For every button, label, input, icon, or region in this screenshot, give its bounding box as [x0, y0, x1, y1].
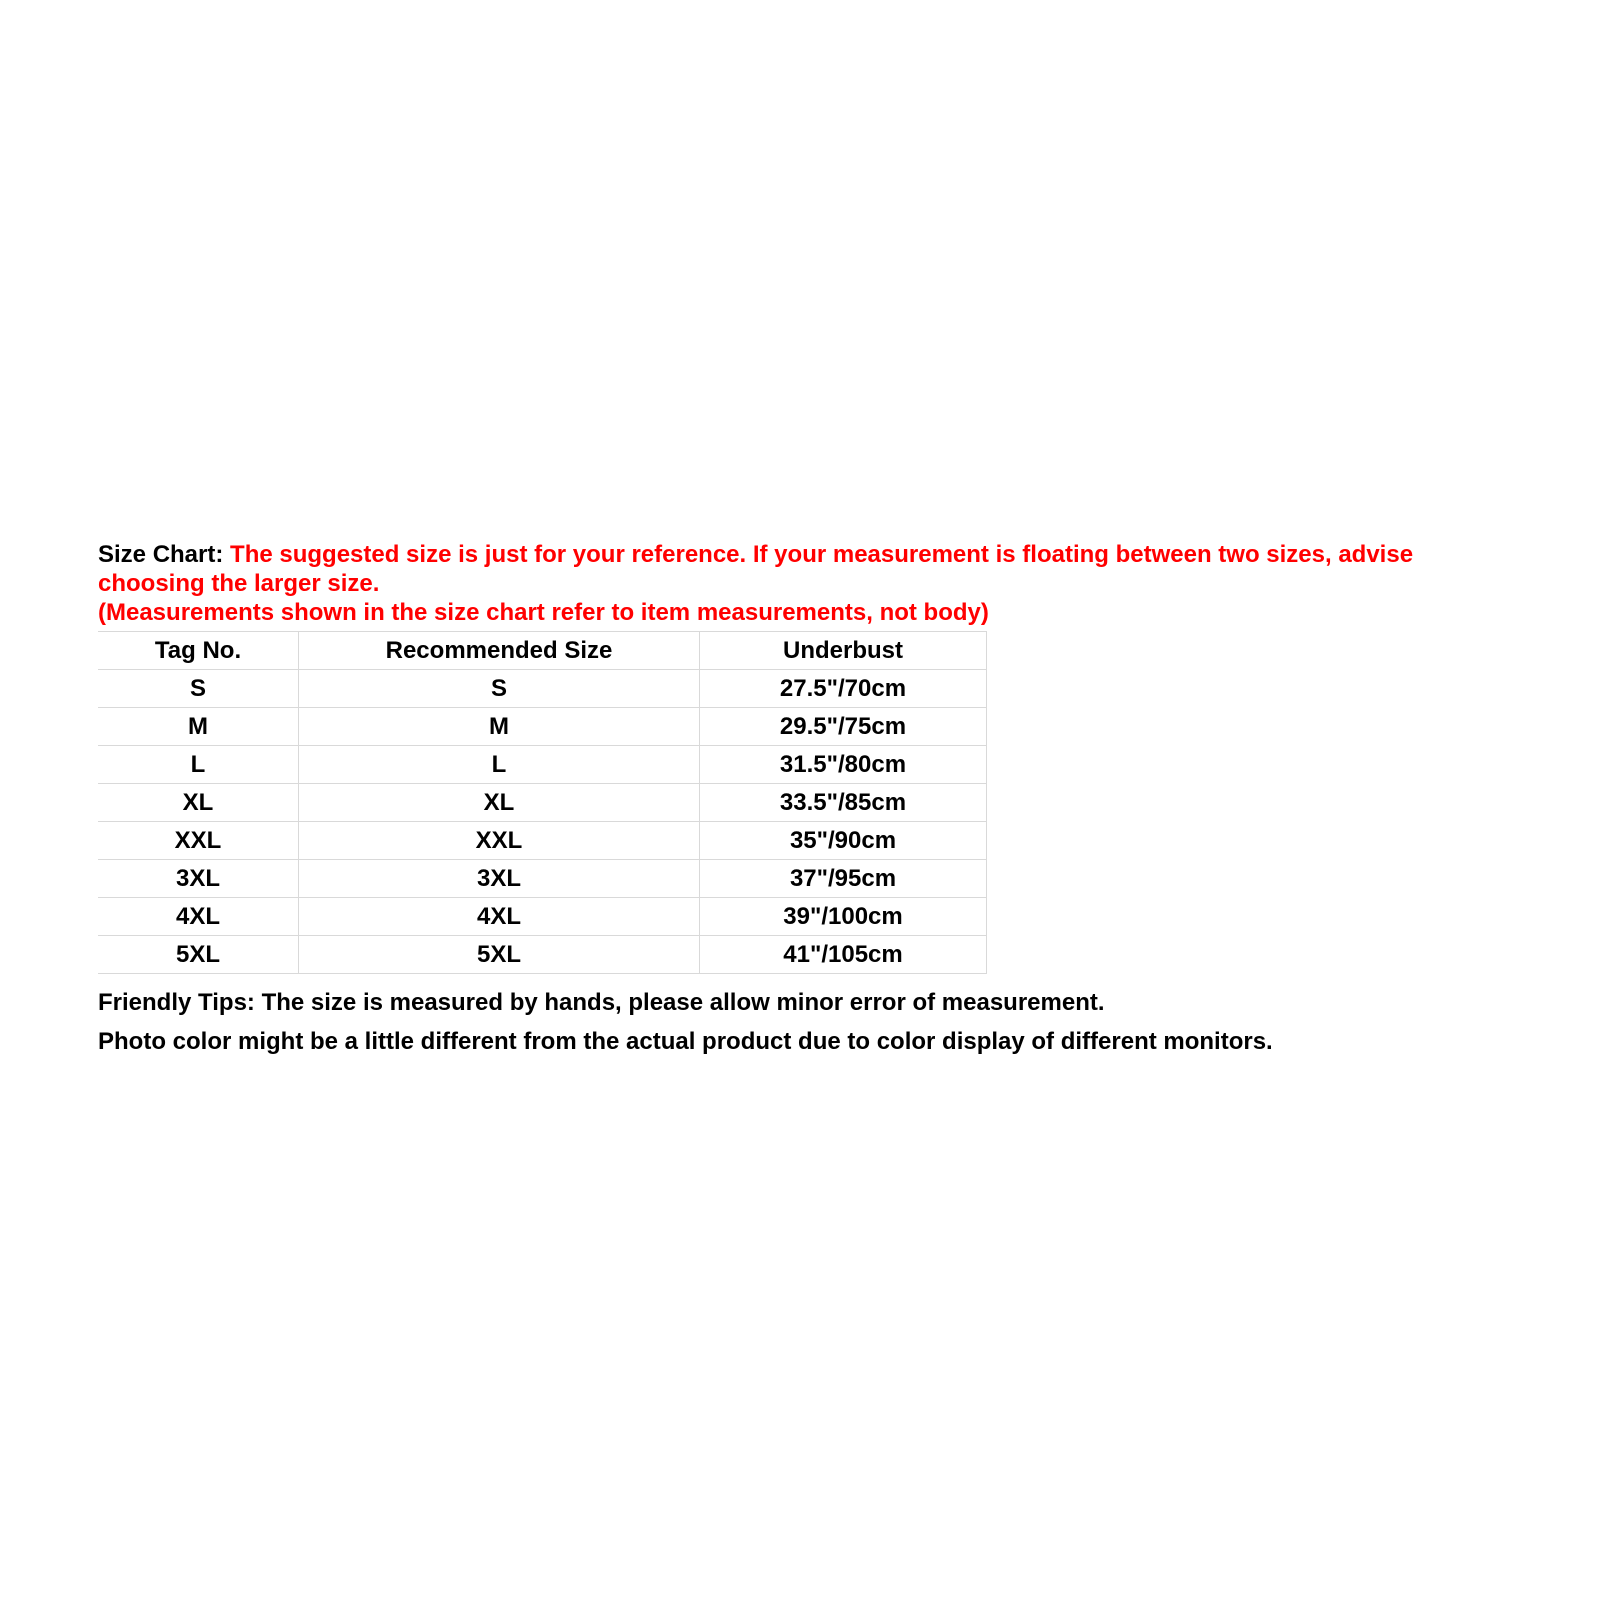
recommended-cell: 4XL [299, 898, 700, 936]
table-row [98, 936, 987, 974]
recommended-cell: XL [299, 784, 700, 822]
recommended-cell: M [299, 708, 700, 746]
underbust-cell: 35"/90cm [700, 822, 987, 860]
underbust-cell: 37"/95cm [700, 860, 987, 898]
underbust-cell: 33.5"/85cm [700, 784, 987, 822]
header-underbust: Underbust [700, 632, 987, 670]
size-advice-note: The suggested size is just for your reference. If your measurement is floating between two sizes, advise choosing the larger size. [98, 541, 1414, 597]
tips-measurement-note: Friendly Tips: The size is measured by hands, please allow minor error of measurement. [98, 989, 1105, 1016]
table-row [98, 898, 987, 936]
size-table [98, 631, 987, 974]
table-row [98, 860, 987, 898]
underbust-cell: 29.5"/75cm [700, 708, 987, 746]
table-row [98, 708, 987, 746]
table-header-row [98, 632, 987, 670]
table-row [98, 746, 987, 784]
recommended-cell: L [299, 746, 700, 784]
tag-cell: S [98, 670, 299, 708]
tag-cell: L [98, 746, 299, 784]
header-tag-no: Tag No. [98, 632, 299, 670]
friendly-tips [98, 983, 1518, 1061]
tag-cell: XL [98, 784, 299, 822]
measurement-note: (Measurements shown in the size chart refer to item measurements, not body) [98, 599, 989, 626]
recommended-cell: 5XL [299, 936, 700, 974]
tag-cell: XXL [98, 822, 299, 860]
tag-cell: M [98, 708, 299, 746]
underbust-cell: 39"/100cm [700, 898, 987, 936]
table-row [98, 670, 987, 708]
header-recommended-size: Recommended Size [299, 632, 700, 670]
underbust-cell: 41"/105cm [700, 936, 987, 974]
underbust-cell: 27.5"/70cm [700, 670, 987, 708]
table-row [98, 822, 987, 860]
underbust-cell: 31.5"/80cm [700, 746, 987, 784]
size-chart-intro [98, 540, 1518, 627]
tag-cell: 3XL [98, 860, 299, 898]
recommended-cell: S [299, 670, 700, 708]
tag-cell: 4XL [98, 898, 299, 936]
tips-color-note: Photo color might be a little different from the actual product due to color display of different monitors. [98, 1028, 1273, 1055]
size-chart-label: Size Chart: [98, 541, 224, 568]
recommended-cell: 3XL [299, 860, 700, 898]
tag-cell: 5XL [98, 936, 299, 974]
table-row [98, 784, 987, 822]
recommended-cell: XXL [299, 822, 700, 860]
